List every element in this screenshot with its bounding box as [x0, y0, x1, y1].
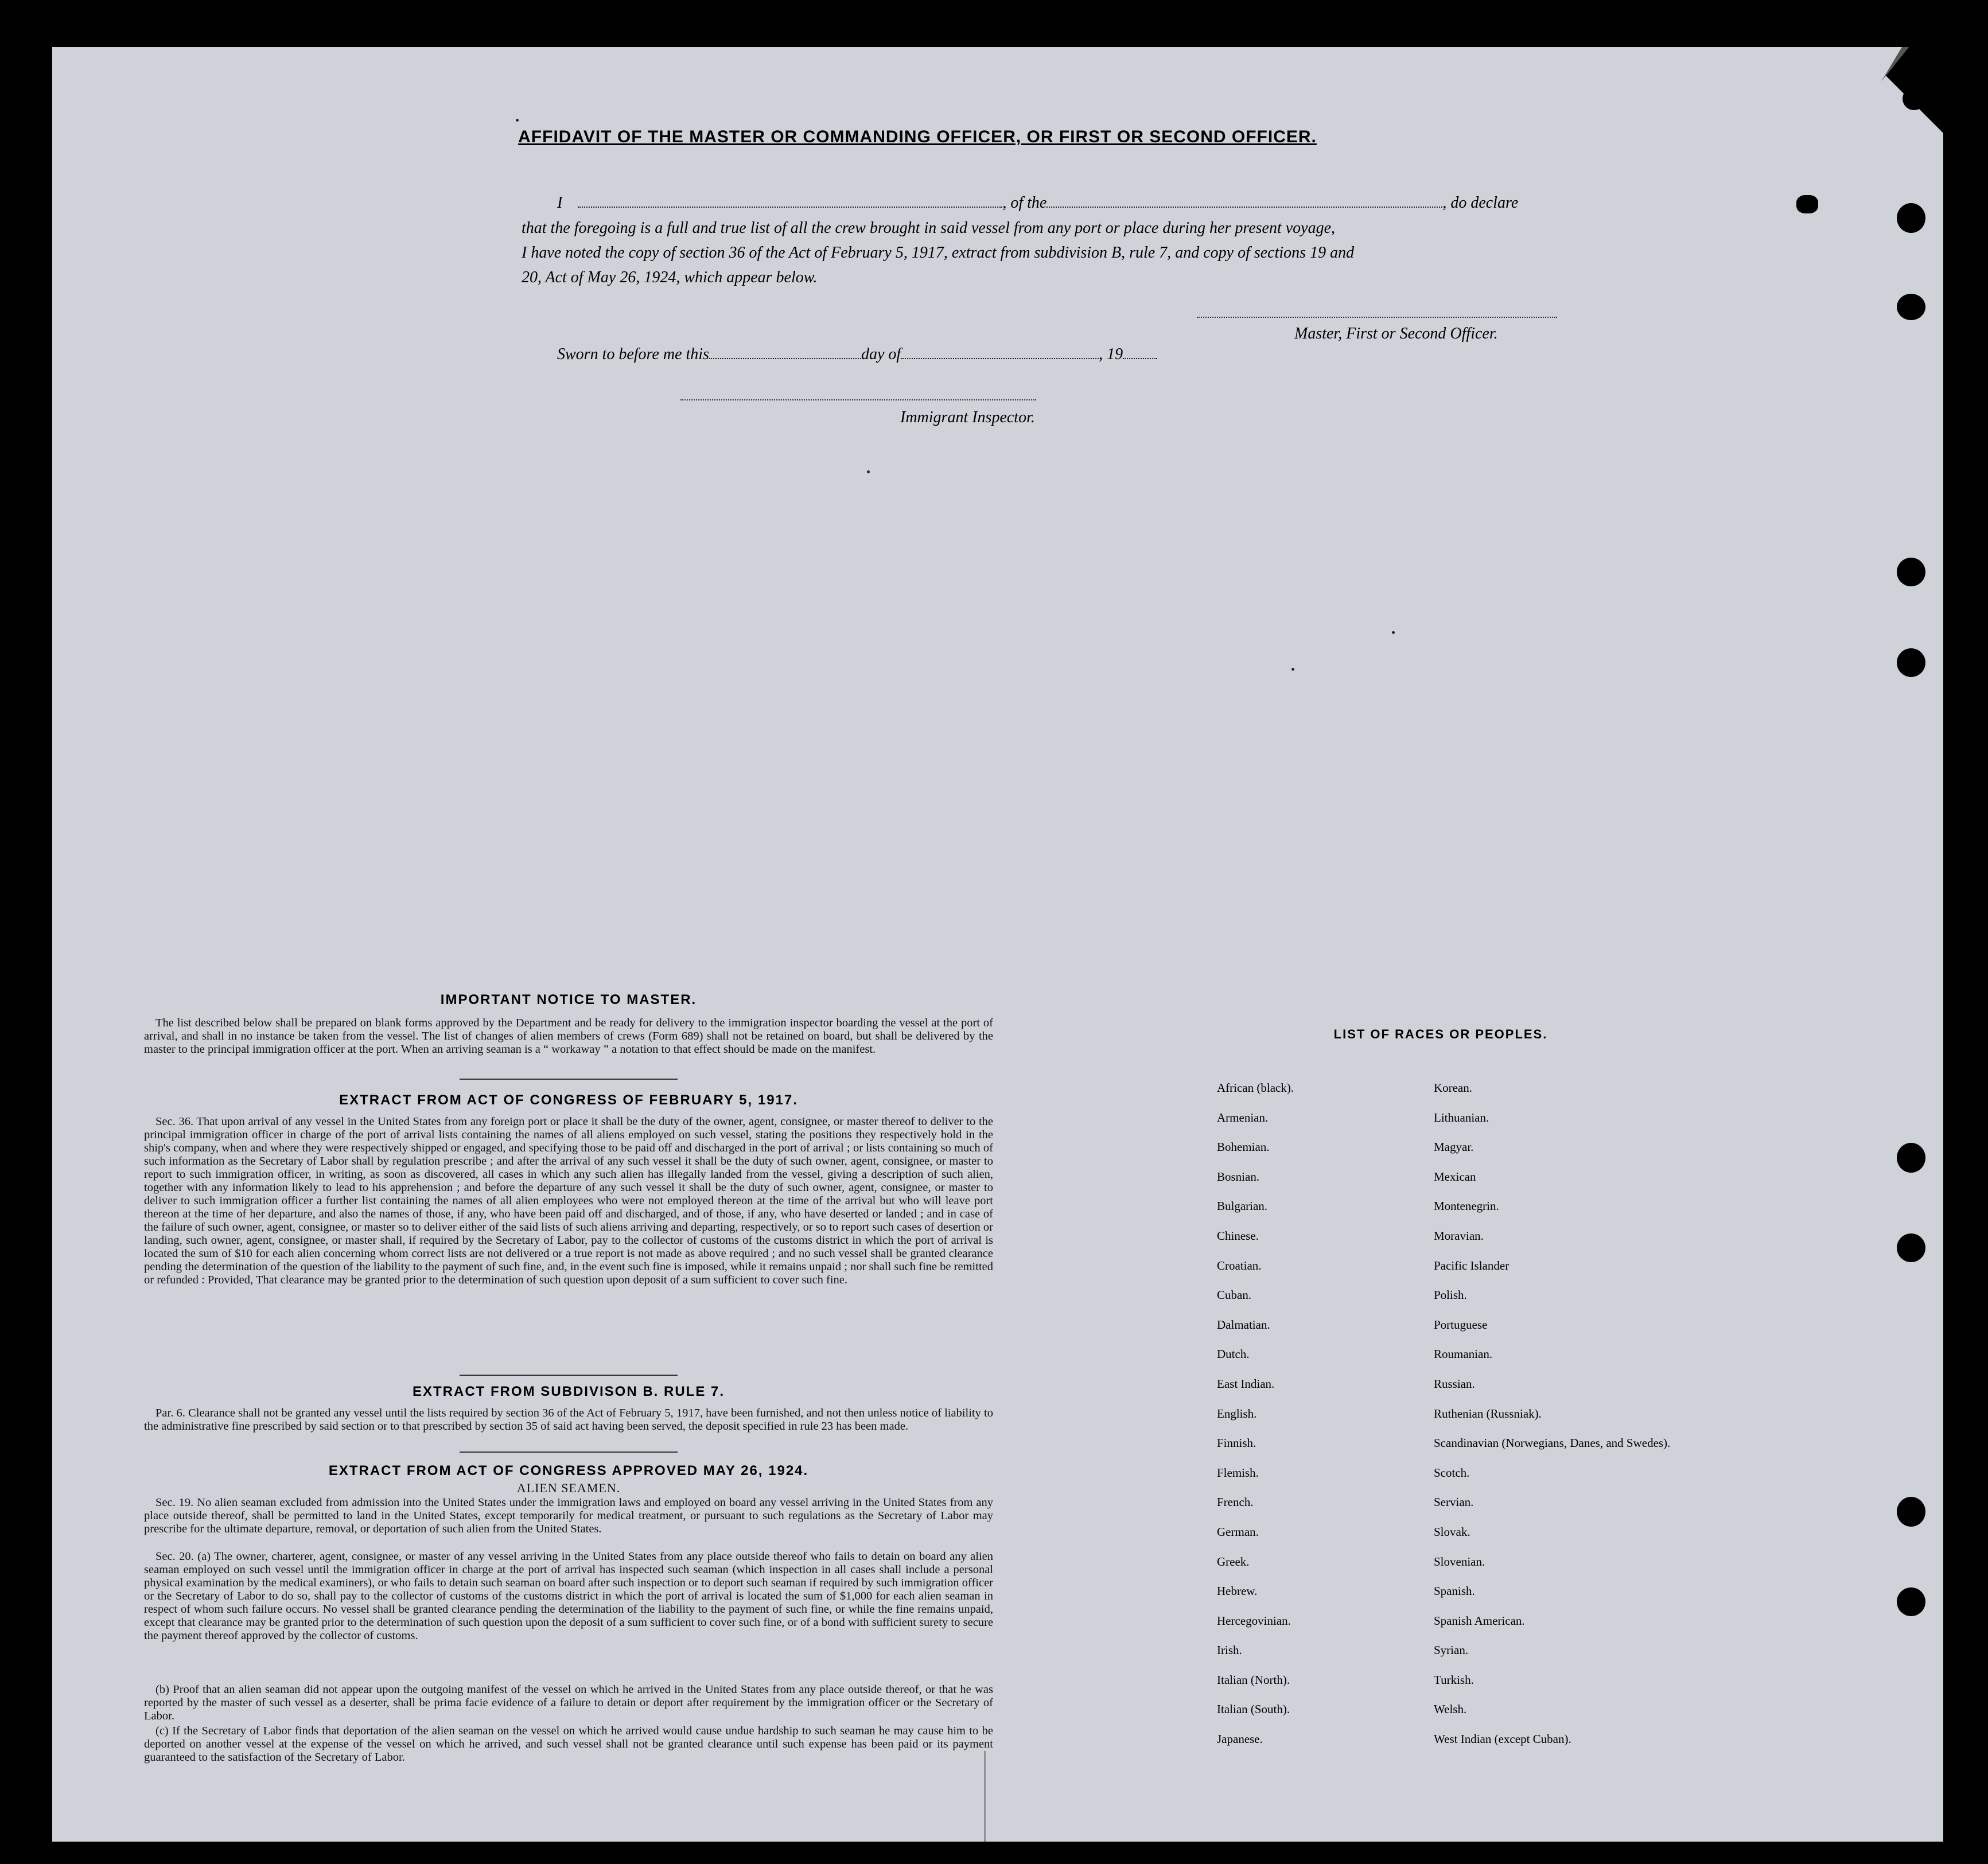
sec20c-body: (c) If the Secretary of Labor finds that deportation of the alien seaman on the vessel on which he arrived would cause undue hardship to such seaman he may cause him to be deported on another vessel at the expense of the vessel on which he arrived, and such vessel shall not be granted clearance until such expense has been paid or its payment guaranteed to the satisfaction of the Secretary of Labor. — [144, 1725, 993, 1764]
race-item: Polish. — [1434, 1288, 1467, 1302]
race-item: Scandinavian (Norwegians, Danes, and Swedes). — [1434, 1436, 1671, 1450]
race-item: Finnish. — [1217, 1436, 1256, 1450]
race-item: Dutch. — [1217, 1347, 1250, 1361]
document-page — [52, 47, 1943, 1842]
race-item: Armenian. — [1217, 1110, 1269, 1124]
punch-hole — [1897, 203, 1925, 233]
affidavit-line-2: that the foregoing is a full and true list of all the crew brought in said vessel from any port or place during her present voyage, — [522, 219, 1336, 237]
pronoun-i: I — [557, 194, 563, 212]
punch-hole — [1796, 195, 1818, 213]
sworn-label: Sworn to before me this — [557, 345, 709, 363]
vessel-blank[interactable] — [1046, 195, 1442, 208]
race-item: Mexican — [1434, 1169, 1476, 1184]
punch-hole — [1897, 558, 1925, 586]
sworn-day-blank[interactable] — [709, 347, 861, 359]
punch-hole — [1897, 294, 1925, 320]
race-item: Montenegrin. — [1434, 1199, 1499, 1213]
master-signature-line[interactable] — [1197, 317, 1557, 318]
sec20a-body: Sec. 20. (a) The owner, charterer, agent, consignee, or master of any vessel arriving in the United States from any place outside thereof who fails to detain on board any alien seaman employed on such vessel until the immigration officer in charge at the port of arrival has inspected such seaman (which inspection in all cases shall include a personal physical examination by the medical examiners), or who fails to detain such seaman on board after such inspection or to deport such seaman if required by such immigration officer or the Secretary of Labor to do so, shall pay to the collector of customs of the customs district in which the port of arrival is located the sum of $1,000 for each alien seaman in respect of whom such failure occurs. No vessel shall be granted clearance pending the determination of the liability to the payment of such fine, or while the fine remains unpaid, except that clearance may be granted prior to the determination of such question upon the deposit of a sum sufficient to cover such fine, or of a bond with sufficient surety to secure the payment thereof approved by the collector of customs. — [144, 1550, 993, 1642]
race-item: East Indian. — [1217, 1376, 1275, 1391]
race-item: Servian. — [1434, 1495, 1474, 1509]
alien-seamen-subheading: ALIEN SEAMEN. — [516, 1481, 621, 1495]
day-of-label: day of — [861, 345, 901, 363]
race-item: English. — [1217, 1406, 1257, 1421]
race-item: Italian (North). — [1217, 1672, 1290, 1687]
race-item: Portuguese — [1434, 1317, 1488, 1332]
affidavit-line-1 — [557, 194, 1518, 212]
race-item: Japanese. — [1217, 1732, 1263, 1746]
race-item: Slovenian. — [1434, 1554, 1485, 1569]
races-column-1 — [1217, 1081, 1435, 1762]
affidavit-line-3: I have noted the copy of section 36 of the Act of February 5, 1917, extract from subdivision B, rule 7, and copy of sections 19 and — [522, 244, 1355, 262]
race-item: Croatian. — [1217, 1258, 1262, 1272]
sec20b-body: (b) Proof that an alien seaman did not appear upon the outgoing manifest of the vessel on which he arrived in the United States from any place outside thereof, or that he was reported by the master of such vessel as a deserter, shall be prima facie evidence of a failure to detain or deport after requirement by the immigration officer or the Secretary of Labor. — [144, 1683, 993, 1722]
race-item: Korean. — [1434, 1081, 1473, 1095]
race-item: French. — [1217, 1495, 1254, 1509]
sworn-year-blank[interactable] — [1123, 347, 1157, 359]
extract-1924-heading: EXTRACT FROM ACT OF CONGRESS APPROVED MAY 26, 1924. — [328, 1463, 809, 1478]
extract-rule7-body: Par. 6. Clearance shall not be granted any vessel until the lists required by section 36 of the Act of February 5, 1917, have been furnished, and not then unless notice of liability to the administrative fine prescribed by said section or to that prescribed by section 35 of said act having been served, the deposit specified in rule 23 has been made. — [144, 1407, 993, 1433]
race-item: Bohemian. — [1217, 1140, 1270, 1154]
race-item: German. — [1217, 1524, 1259, 1539]
race-item: Dalmatian. — [1217, 1317, 1270, 1332]
speck — [1392, 631, 1395, 634]
extract-1917-body: Sec. 36. That upon arrival of any vessel in the United States from any foreign port or place it shall be the duty of the owner, agent, consignee, or master thereof to deliver to the principal immigration officer in charge of the port of arrival lists containing the names of all aliens employed on such vessel, stating the positions they respectively hold in the ship's company, when and where they were respectively shipped or engaged, and specifying those to be paid off and discharged in the port of arrival ; or lists containing so much of such information as the Secretary of Labor shall by regulation prescribe ; and after the arrival of any such vessel it shall be the duty of such owner, agent, consignee, or master to report to such immigration officer, in writing, as soon as discovered, all cases in which any such alien has illegally landed from the vessel, giving a description of such alien, together with any information likely to lead to his apprehension ; and before the departure of any such vessel it shall be the duty of such owner, agent, consignee, or master to deliver to such immigration officer a further list containing the names of all alien employees who were not employed thereon at the time of the arrival but who will leave port thereon at the time of her departure, and also the names of those, if any, who have been paid off and discharged, and of those, if any, who have deserted or landed ; and in case of the failure of such owner, agent, consignee, or master so to deliver either of the said lists of such aliens arriving and departing, respectively, or so to report such cases of desertion or landing, such owner, agent, consignee, or master shall, if required by the Secretary of Labor, pay to the collector of customs of the customs district in which the port of arrival is located the sum of $10 for each alien concerning whom correct lists are not delivered or a true report is not made as above required ; and no such vessel shall be granted clearance pending the determination of the question of the liability to the payment of such fine, and, in the event such fine is imposed, while it remains unpaid ; nor shall such fine be remitted or refunded : Provided, That clearance may be granted prior to the determination of such question upon deposit of a sum sufficient to cover such fine. — [144, 1115, 993, 1286]
races-column-2 — [1434, 1081, 1675, 1762]
punch-hole — [1897, 1587, 1925, 1616]
divider — [460, 1451, 678, 1453]
race-item: Lithuanian. — [1434, 1110, 1489, 1124]
inspector-signature-line[interactable] — [680, 399, 1036, 400]
extract-rule7-heading: EXTRACT FROM SUBDIVISON B. RULE 7. — [412, 1384, 725, 1399]
of-the-label: , of the — [1002, 194, 1047, 212]
race-item: Turkish. — [1434, 1672, 1474, 1687]
race-item: Magyar. — [1434, 1140, 1474, 1154]
notice-heading: IMPORTANT NOTICE TO MASTER. — [440, 992, 697, 1007]
punch-hole — [1897, 648, 1925, 677]
race-item: Chinese. — [1217, 1228, 1259, 1243]
race-item: Ruthenian (Russniak). — [1434, 1406, 1542, 1421]
race-item: Scotch. — [1434, 1465, 1470, 1480]
punch-hole — [1897, 1143, 1925, 1173]
divider — [460, 1375, 678, 1376]
race-item: Syrian. — [1434, 1643, 1469, 1657]
race-item: Roumanian. — [1434, 1347, 1493, 1361]
sec19-body: Sec. 19. No alien seaman excluded from admission into the United States under the immigration laws and employed on board any vessel arriving in the United States from any place outside thereof, shall be permitted to land in the United States, except temporarily for medical treatment, or pursuant to such regulations as the Secretary of Labor may prescribe for the ultimate departure, removal, or deportation of such alien from the United States. — [144, 1496, 993, 1535]
sworn-line — [557, 345, 1157, 364]
master-label: Master, First or Second Officer. — [1294, 325, 1498, 343]
race-item: Moravian. — [1434, 1228, 1484, 1243]
race-item: Flemish. — [1217, 1465, 1259, 1480]
punch-hole — [1897, 1233, 1925, 1262]
race-item: Welsh. — [1434, 1702, 1467, 1717]
race-item: Pacific Islander — [1434, 1258, 1510, 1272]
divider — [460, 1079, 678, 1080]
race-item: Spanish American. — [1434, 1613, 1525, 1628]
torn-corner — [1851, 47, 1943, 133]
notice-body: The list described below shall be prepared on blank forms approved by the Department and be ready for delivery to the immigration inspector boarding the vessel at the port of arrival, and shall in no instance be taken from the vessel. The list of changes of alien members of crews (Form 689) shall not be retained on board, but shall be delivered by the master to the principal immigration officer at the port. When an arriving seaman is a “ workaway ” a notation to that effect should be made on the manifest. — [144, 1017, 993, 1056]
race-item: Bulgarian. — [1217, 1199, 1268, 1213]
speck — [1291, 668, 1294, 671]
race-item: African (black). — [1217, 1081, 1294, 1095]
race-item: Bosnian. — [1217, 1169, 1260, 1184]
affidavit-title: AFFIDAVIT OF THE MASTER OR COMMANDING OFFICER, OR FIRST OR SECOND OFFICER. — [518, 127, 1317, 146]
do-declare-label: , do declare — [1442, 194, 1519, 212]
sworn-month-blank[interactable] — [901, 347, 1099, 359]
speck — [867, 470, 870, 473]
extract-1917-heading: EXTRACT FROM ACT OF CONGRESS OF FEBRUARY 5, 1917. — [339, 1092, 798, 1108]
race-item: Irish. — [1217, 1643, 1242, 1657]
race-item: Hebrew. — [1217, 1584, 1258, 1598]
affidavit-line-4: 20, Act of May 26, 1924, which appear below. — [522, 268, 818, 286]
inspector-label: Immigrant Inspector. — [900, 408, 1035, 426]
race-item: West Indian (except Cuban). — [1434, 1732, 1571, 1746]
race-item: Hercegovinian. — [1217, 1613, 1291, 1628]
year-label: , 19 — [1099, 345, 1123, 363]
race-item: Italian (South). — [1217, 1702, 1290, 1717]
race-item: Cuban. — [1217, 1288, 1252, 1302]
race-item: Slovak. — [1434, 1524, 1470, 1539]
fold-line — [984, 1751, 986, 1842]
race-item: Russian. — [1434, 1376, 1475, 1391]
speck — [516, 119, 519, 122]
race-item: Spanish. — [1434, 1584, 1475, 1598]
punch-hole — [1897, 1497, 1925, 1527]
name-blank[interactable] — [578, 195, 1002, 208]
race-item: Greek. — [1217, 1554, 1250, 1569]
races-heading: LIST OF RACES OR PEOPLES. — [1333, 1027, 1548, 1041]
